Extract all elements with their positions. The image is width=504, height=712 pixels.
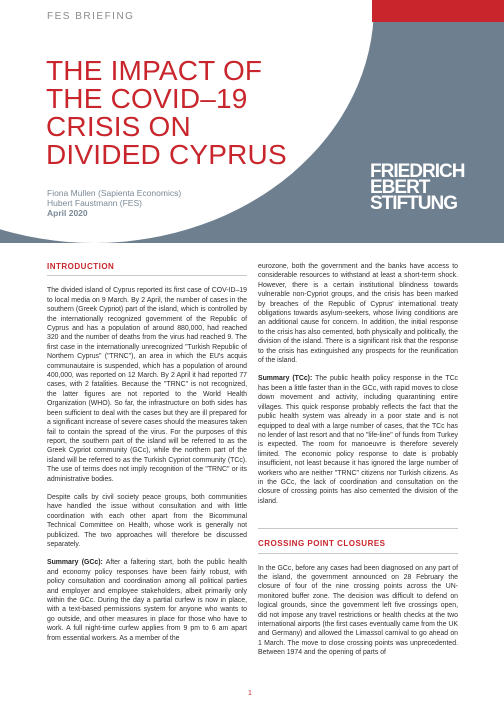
logo-line: FRIEDRICH	[370, 161, 465, 182]
paragraph-label: Summary (GCc):	[47, 559, 103, 567]
paragraph-text: After a faltering start, both the public health and economy policy responses have been fairly robust, with policy consultation and coordination among all political parties and employer and employee stakeholders, albeit primarily only within the GCc. During the day a partial curfew is now in place, with a text-based permissions system for anyone who wants to go outside, and other measures in place for those who have to work. A full night-time curfew applies from 9 pm to 6 am apart from essential workers. As a member of the	[47, 559, 247, 642]
fes-logo	[370, 161, 465, 214]
title-line: CRISIS ON	[46, 111, 191, 142]
paragraph: The divided island of Cyprus reported its first case of COV-ID–19 to local media on 9 March. By 2 April, the number of cases in the southern (Greek Cypriot) part of the island, which is controlled by the internationally recognized government of the Republic of Cyprus and has a population of around 880,000, had reached 320 and the number of deaths from the virus had reached 9. The first case in the internationally unrecognized "Turkish Republic of Northern Cyprus" ("TRNC"), an area in which the EU's acquis communautaire is suspended, which has a population of around 400,000, was reported on 12 March. By 2 April it had reported 77 cases, with 2 fatalities. Because the "TRNC" is not recognized, the latter figures are not reported to the World Health Organization (WHO). So far, the infrastructure on both sides has been sufficient to deal with the cases but they are ill prepared for a significant increase of severe cases should the measures taken fail to contain the spread of the virus. For the purposes of this report, the southern part of the island will be referred to as the Greek Cypriot community (GCc), while the northern part of the island will be referred to as the Turkish Cypriot community (TCc). The use of terms does not imply recognition of the "TRNC" or its administrative bodies.	[47, 287, 247, 483]
series-label: FES BRIEFING	[47, 11, 135, 22]
paragraph-summary-tcc	[258, 374, 458, 506]
right-column	[258, 262, 458, 667]
title-line: DIVIDED CYPRUS	[46, 139, 287, 170]
red-accent-bar	[372, 0, 504, 22]
publication-date: April 2020	[47, 208, 88, 218]
left-column	[47, 262, 247, 652]
logo-line: EBERT	[370, 177, 430, 198]
paragraph-text: The public health policy response in the TCc has been a little faster than in the GCc, with rapid moves to close down movement and activity, including quarantining entire villages. This quick response probably reflects the fact that the public health system was already in a poor state and is not equipped to deal with a large number of cases, that the TCc has no lender of last resort and that no "life-line" of funds from Turkey is expected. The room for manoeuvre is therefore severely limited. The economic policy response to date is probably insufficient, not least because it has ignored the large number of workers who are neither "TRNC" citizens nor Turkish citizens. As in the GCc, the lack of coordination and consultation on the closure of crossing points has also cemented the division of the island.	[258, 375, 458, 505]
paragraph: eurozone, both the government and the banks have access to considerable resources to withstand at least a short-term shock. However, there is a certain institutional blindness towards vulnerable non-Cypriot groups, and the crisis has been marked by breaches of the Republic of Cyprus' international treaty obligations towards asylum-seekers, whose living conditions are an additional cause for concern. In addition, the initial response to the crisis has also cemented, both physically and politically, the division of the island. There is a significant risk that the response to the crisis has extinguished any prospects for the reunification of the island.	[258, 263, 458, 365]
cover-band	[0, 0, 504, 243]
section-heading-crossing-points: CROSSING POINT CLOSURES	[258, 528, 458, 553]
paragraph-label: Summary (TCc):	[258, 375, 313, 383]
author-name: Hubert Faustmann (FES)	[47, 198, 142, 208]
page-number: 1	[248, 690, 252, 697]
logo-line: STIFTUNG	[370, 193, 457, 214]
section-heading-introduction: INTRODUCTION	[47, 262, 247, 276]
authors-block	[47, 188, 181, 218]
paragraph: Despite calls by civil society peace groups, both communities have handled the issue without consultation and with little coordination with each other apart from the Bicommunal Technical Committee on Health, whose work is generally not publicized. The two approaches will therefore be discussed separately.	[47, 493, 247, 548]
document-title	[46, 57, 306, 169]
author-name: Fiona Mullen (Sapienta Economics)	[47, 188, 182, 198]
paragraph-summary-gcc	[47, 558, 247, 643]
paragraph: In the GCc, before any cases had been diagnosed on any part of the island, the government announced on 28 February the closure of four of the nine crossing points across the UN-monitored buffer zone. The decision was difficult to defend on logical grounds, since the government left five crossings open, did not impose any travel restrictions or health checks at the two international airports (the first cases eventually came from the UK and Germany) and allowed the Limassol carnival to go ahead on 1 March. The move to close crossing points was unprecedented. Between 1974 and the opening of parts of	[258, 564, 458, 657]
title-line: THE IMPACT OF	[46, 55, 263, 86]
title-line: THE COVID–19	[46, 83, 248, 114]
